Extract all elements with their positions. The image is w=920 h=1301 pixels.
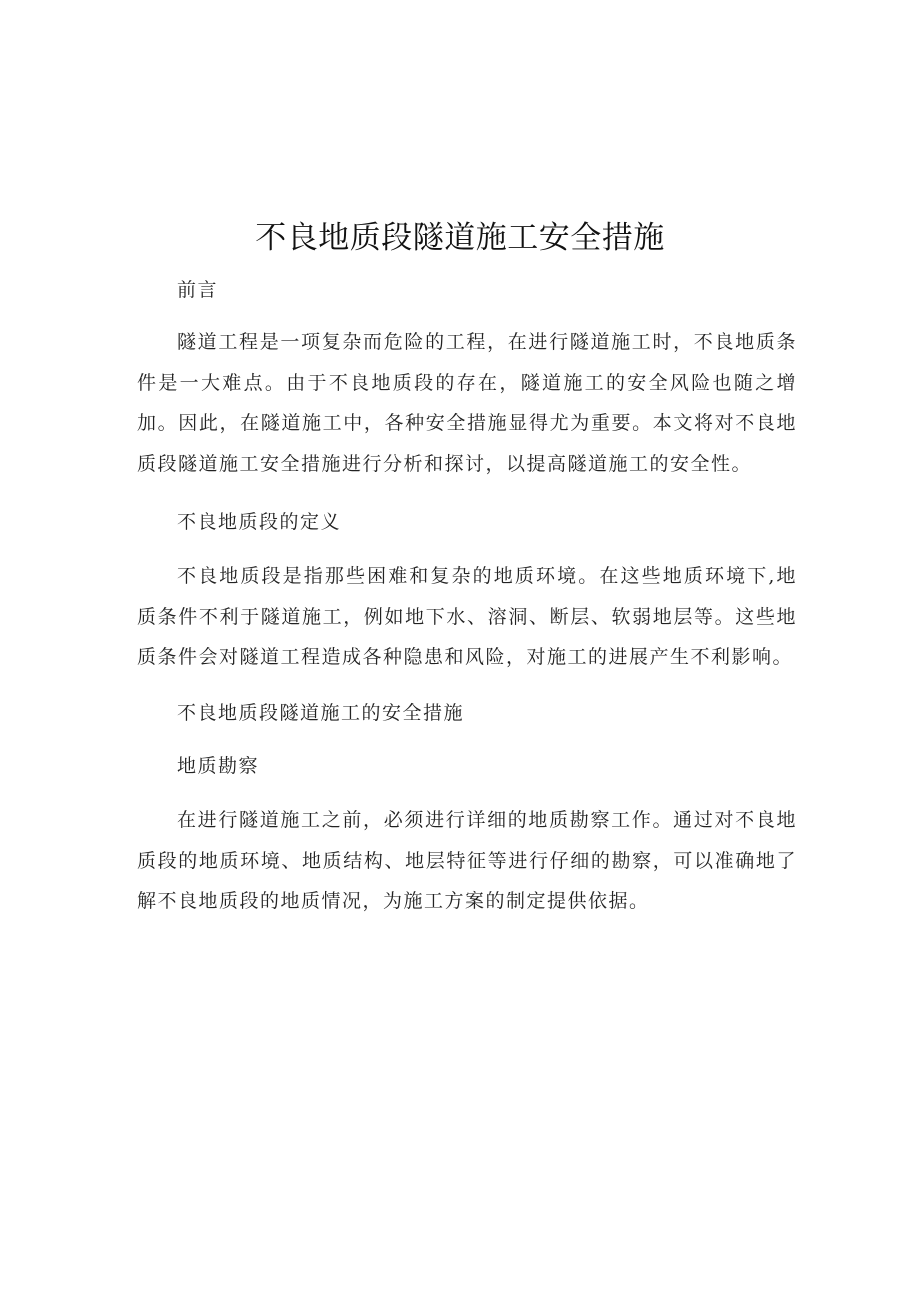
paragraph-preface: 隧道工程是一项复杂而危险的工程，在进行隧道施工时，不良地质条件是一大难点。由于不良地质段的存在，隧道施工的安全风险也随之增加。因此，在隧道施工中，各种安全措施显得尤为重要。本文将对不良地质段隧道施工安全措施进行分析和探讨，以提高隧道施工的安全性。 <box>137 331 797 475</box>
section-heading-preface: 前言 <box>177 279 219 301</box>
section-heading-definition: 不良地质段的定义 <box>177 511 342 533</box>
paragraph-geological-survey: 在进行隧道施工之前，必须进行详细的地质勘察工作。通过对不良地质段的地质环境、地质结构、地层特征等进行仔细的勘察，可以准确地了解不良地质段的地质情况，为施工方案的制定提供依据。 <box>137 809 797 912</box>
document-title: 不良地质段隧道施工安全措施 <box>255 220 665 256</box>
paragraph-definition: 不良地质段是指那些困难和复杂的地质环境。在这些地质环境下,地质条件不利于隧道施工，例如地下水、溶洞、断层、软弱地层等。这些地质条件会对隧道工程造成各种隐患和风险，对施工的进展产生不利影响。 <box>137 565 797 668</box>
section-heading-safety-measures: 不良地质段隧道施工的安全措施 <box>177 702 465 724</box>
section-heading-geological-survey: 地质勘察 <box>177 755 260 777</box>
